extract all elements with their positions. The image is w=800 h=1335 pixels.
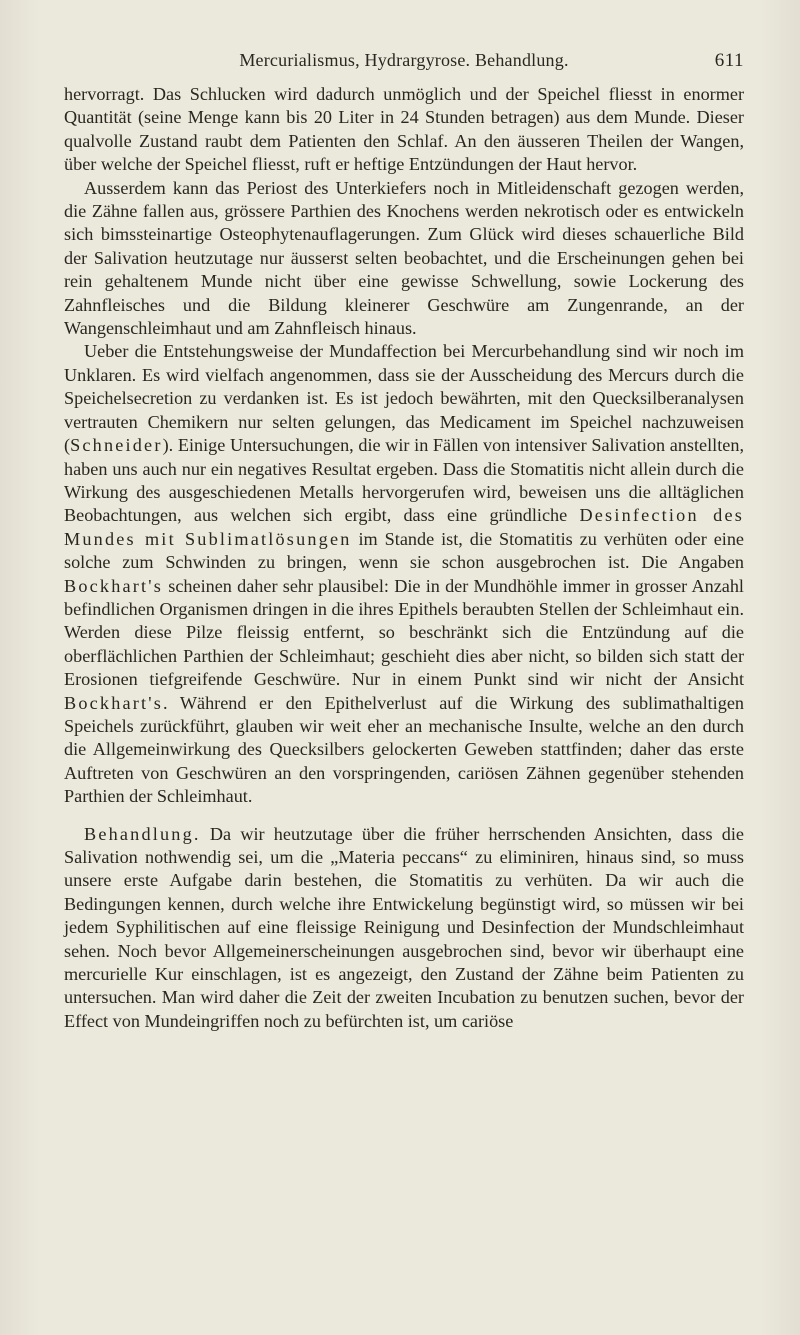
spaced-term: Bockhart's [64, 575, 164, 596]
spaced-term: Desinfection des Mundes mit Sublimatlösungen [64, 505, 745, 549]
running-title: Mercurialismus, Hydrargyrose. Behandlung. [239, 50, 569, 70]
paragraph [64, 83, 744, 177]
paragraph [64, 177, 744, 341]
text-segment: scheinen daher sehr plausibel: Die in der Mundhöhle immer in grosser Anzahl befindlichen Organismen dringen in die ihres Epithels beraubten Stellen der Schleimhaut ein. Werden diese Pilze fleissig entfernt, so beschränkt sich die Entzündung auf die oberflächlichen Parthien der Schleimhaut; geschieht dies aber nicht, so bilden sich statt der Erosionen tiefgreifende Geschwüre. Nur in einem Punkt sind wir nicht der Ansicht [64, 575, 744, 690]
text-segment: . Während er den Epithelverlust auf die Wirkung des sublimathaltigen Speichels zurückführt, glauben wir weit eher an mechanische Insulte, welche an den durch die Allgemeinwirkung des Quecksilbers gelockerten Geweben stattfinden; daher das erste Auftreten von Geschwüren an den vorspringenden, cariösen Zähnen gegenüber stehenden Parthien der Schleimhaut. [64, 692, 744, 807]
page-number: 611 [714, 50, 744, 71]
paragraph [64, 340, 744, 808]
text-segment: Ueber die Entstehungsweise der Mundaffection bei Mercurbehandlung sind wir noch im Unklaren. Es wird vielfach angenommen, dass sie der Ausscheidung des Mercurs durch die Speichelsecretion zu verdanken ist. Es ist jedoch bewährten, mit den Quecksilberanalysen vertrauten Chemikern nur selten gelungen, das Medicament im Speichel nachzuweisen ( [64, 341, 744, 456]
body-text [64, 83, 744, 1033]
text-segment: ). Einige Untersuchungen, die wir in Fällen von intensiver Salivation anstellten, haben uns auch nur ein negatives Resultat ergeben. Dass die Stomatitis nicht allein durch die Wirkung des ausgeschiedenen Metalls hervorgerufen wird, beweisen uns die alltäglichen Beobachtungen, aus welchen sich ergibt, dass eine gründliche [64, 435, 744, 526]
text-segment: im Stande ist, die Stomatitis zu verhüten oder eine solche zum Schwinden zu bringen, wenn sie schon ausgebrochen ist. Die Angaben [64, 528, 744, 573]
text-segment: hervorragt. Das Schlucken wird dadurch unmöglich und der Speichel fliesst in enormer Quantität (seine Menge kann bis 20 Liter in 24 Stunden betragen) aus dem Munde. Dieser qualvolle Zustand raubt dem Patienten den Schlaf. An den äusseren Theilen der Wangen, über welche der Speichel fliesst, ruft er heftige Entzündungen der Haut hervor. [64, 84, 744, 175]
section-paragraph-behandlung [64, 823, 744, 1034]
running-head [64, 50, 744, 76]
spaced-term: Schneider [70, 435, 163, 456]
text-segment: Da wir heutzutage über die früher herrschenden Ansichten, dass die Salivation nothwendig sei, um die „Materia peccans“ zu eliminiren, hinaus sind, so muss unsere erste Aufgabe darin bestehen, die Stomatitis zu verhüten. Da wir auch die Bedingungen kennen, durch welche ihre Entwickelung begünstigt wird, so müssen wir bei jedem Syphilitischen auf eine fleissige Reinigung und Desinfection der Mundschleimhaut sehen. Noch bevor Allgemeinerscheinungen ausgebrochen sind, bevor wir überhaupt eine mercurielle Kur einschlagen, ist es angezeigt, den Zustand der Zähne beim Patienten zu untersuchen. Man wird daher die Zeit der zweiten Incubation zu benutzen suchen, bevor der Effect von Mundeingriffen noch zu befürchten ist, um cariöse [64, 823, 744, 1031]
spaced-term: Bockhart's [64, 692, 164, 713]
spaced-term: Behandlung. [84, 823, 201, 844]
text-segment: Ausserdem kann das Periost des Unterkiefers noch in Mitleidenschaft gezogen werden, die Zähne fallen aus, grössere Parthien des Knochens werden nekrotisch oder es entwickeln sich bimssteinartige Osteophytenauflagerungen. Zum Glück wird dieses schauerliche Bild der Salivation heutzutage nur äusserst selten beobachtet, und die Erscheinungen gehen bei rein gehaltenem Munde nicht über eine gewisse Schwellung, sowie Lockerung des Zahnfleisches und die Bildung kleinerer Geschwüre am Zungenrande, an der Wangenschleimhaut und am Zahnfleisch hinaus. [64, 177, 744, 339]
